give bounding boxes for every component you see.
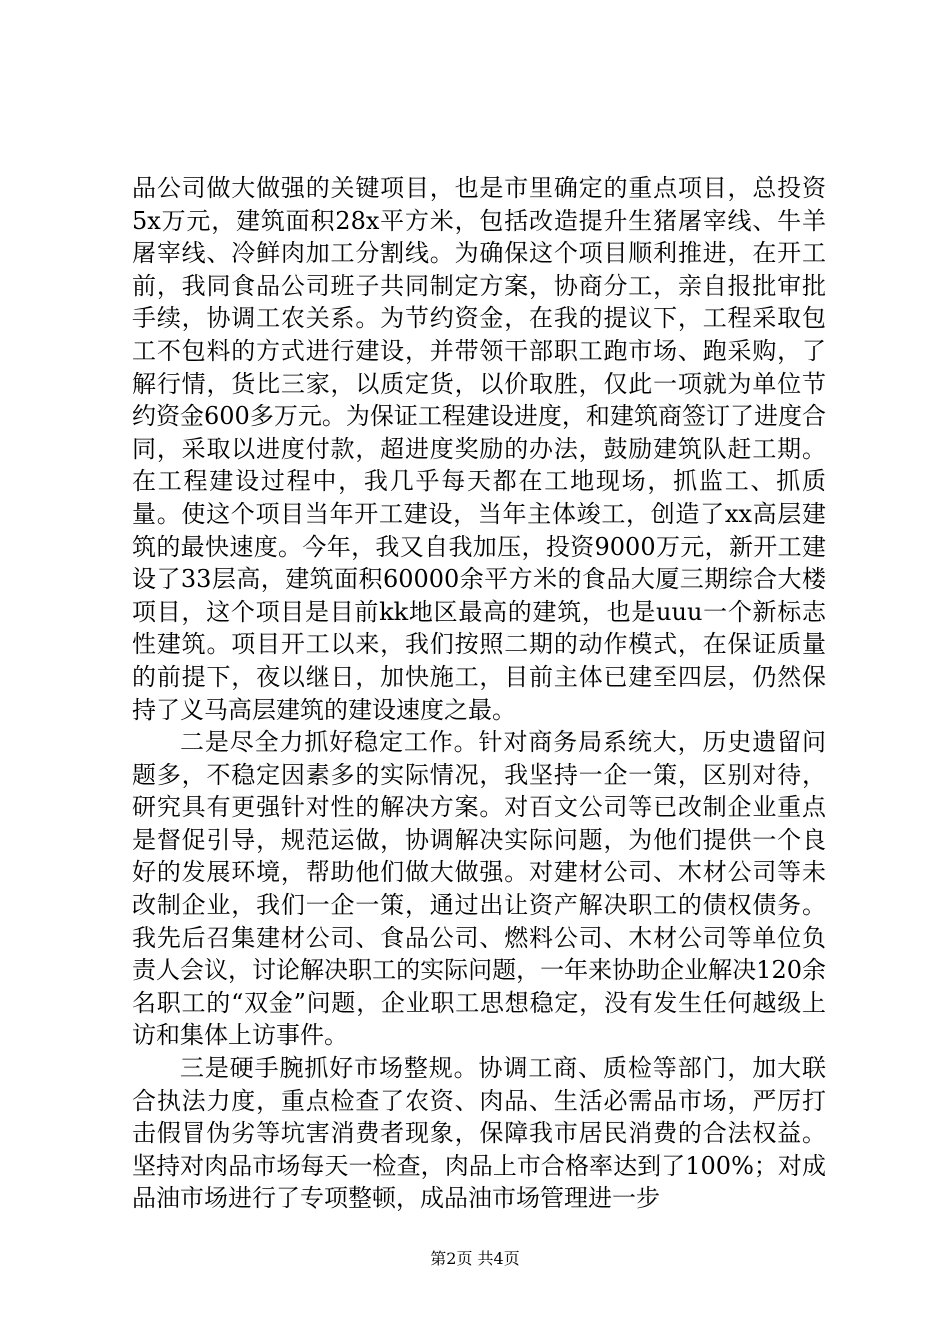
- page-number-footer: 第2页 共4页: [430, 1249, 520, 1268]
- paragraph-market-regulation: 三是硬手腕抓好市场整规。协调工商、质检等部门，加大联合执法力度，重点检查了农资、肉品、生活必需品市场，严厉打击假冒伪劣等坑害消费者现象，保障我市居民消费的合法权益。坚持对肉品市场每天一检查，肉品上市合格率达到了100%；对成品油市场进行了专项整顿，成品油市场管理进一步: [132, 1054, 826, 1213]
- paragraph-stability-work: 二是尽全力抓好稳定工作。针对商务局系统大，历史遗留问题多，不稳定因素多的实际情况，我坚持一企一策，区别对待，研究具有更强针对性的解决方案。对百文公司等已改制企业重点是督促引导，规范运做，协调解决实际问题，为他们提供一个良好的发展环境，帮助他们做大做强。对建材公司、木材公司等未改制企业，我们一企一策，通过出让资产解决职工的债权债务。我先后召集建材公司、食品公司、燃料公司、木材公司等单位负责人会议，讨论解决职工的实际问题，一年来协助企业解决120余名职工的“双金”问题，企业职工思想稳定，没有发生任何越级上访和集体上访事件。: [132, 728, 826, 1050]
- paragraph-continued: 品公司做大做强的关键项目，也是市里确定的重点项目，总投资5x万元，建筑面积28x平方米，包括改造提升生猪屠宰线、牛羊屠宰线、冷鲜肉加工分割线。为确保这个项目顺利推进，在开工前，我同食品公司班子共同制定方案，协商分工，亲自报批审批手续，协调工农关系。为节约资金，在我的提议下，工程采取包工不包料的方式进行建设，并带领干部职工跑市场、跑采购，了解行情，货比三家，以质定货，以价取胜，仅此一项就为单位节约资金600多万元。为保证工程建设进度，和建筑商签订了进度合同，采取以进度付款，超进度奖励的办法，鼓励建筑队赶工期。在工程建设过程中，我几乎每天都在工地现场，抓监工、抓质量。使这个项目当年开工建设，当年主体竣工，创造了xx高层建筑的最快速度。今年，我又自我加压，投资9000万元，新开工建设了33层高，建筑面积60000余平方米的食品大厦三期综合大楼项目，这个项目是目前kk地区最高的建筑，也是uuu一个新标志性建筑。项目开工以来，我们按照二期的动作模式，在保证质量的前提下，夜以继日，加快施工，目前主体已建至四层，仍然保持了义马高层建筑的建设速度之最。: [132, 174, 826, 724]
- document-body: [132, 172, 826, 1215]
